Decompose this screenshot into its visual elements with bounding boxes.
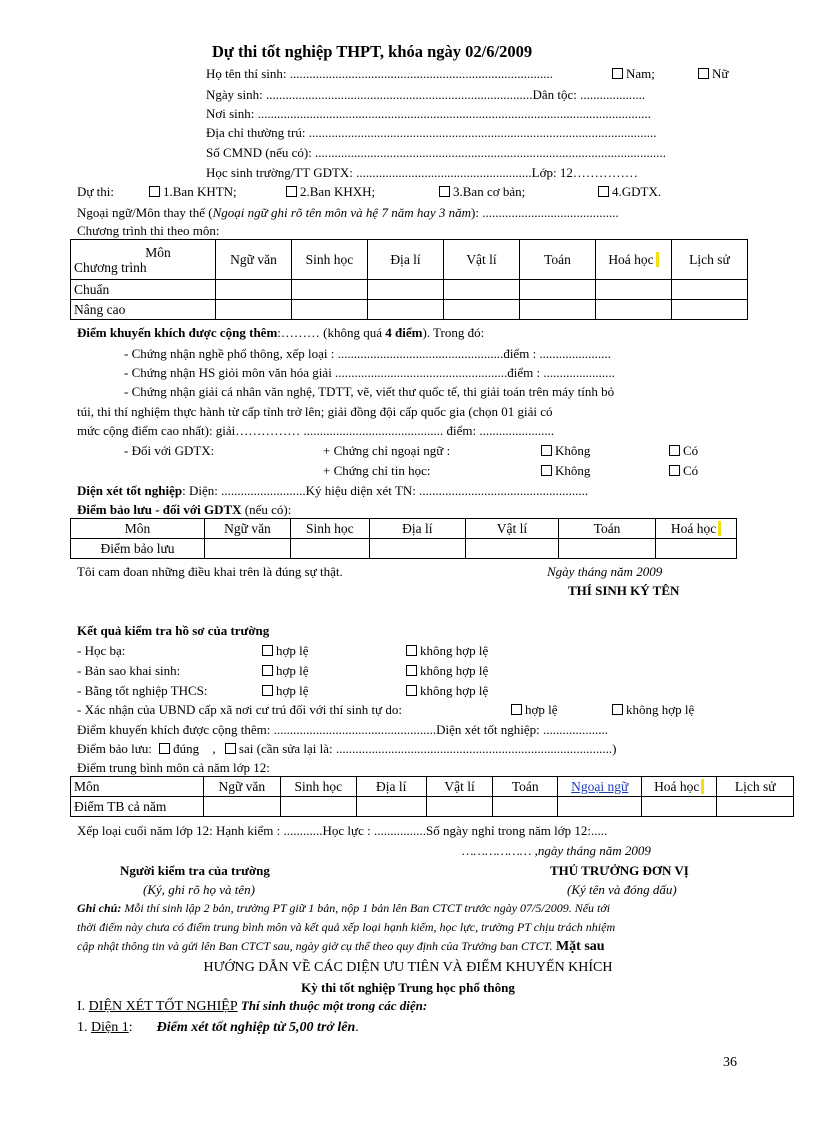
back-side-label: Mặt sau — [552, 939, 605, 954]
vocational-cert-field[interactable]: - Chứng nhận nghề phổ thông, xếp loại : ...................................................điểm : ...................... — [124, 346, 611, 361]
table-cell[interactable] — [596, 300, 672, 320]
it-cert-yes[interactable] — [669, 463, 698, 479]
table-header: Địa lí — [356, 777, 426, 797]
table-header — [656, 519, 737, 539]
note-line-2: thời điểm này chưa có điểm trung bình môn và kết quả xếp loại hạnh kiểm, học lực, trường PT chịu trách nhiệm — [77, 920, 616, 934]
language-cert-yes[interactable] — [669, 443, 698, 459]
language-cert-no[interactable] — [541, 443, 590, 459]
track-label: 3.Ban cơ bản; — [453, 184, 526, 199]
row-label-reserved: Điểm bảo lưu — [71, 539, 205, 559]
table-header: Sinh học — [281, 777, 356, 797]
table-cell[interactable] — [465, 539, 558, 559]
table-cell[interactable] — [717, 797, 794, 817]
bonus-heading-text: Điểm khuyến khích được cộng thêm — [77, 325, 278, 340]
checkbox-icon[interactable] — [225, 743, 236, 754]
bonus-verification-field[interactable]: Điểm khuyến khích được cộng thêm: ..................................................Diện xét tốt nghiệp: .................... — [77, 722, 608, 737]
table-cell[interactable] — [426, 797, 492, 817]
school-date: ……………… ,ngày tháng năm 2009 — [462, 843, 651, 858]
item-1-dot: . — [355, 1020, 359, 1035]
table-header — [642, 777, 717, 797]
bonus-heading-tail: :……… (không quá — [277, 325, 386, 340]
page-title: Dự thi tốt nghiệp THPT, khóa ngày 02/6/2009 — [212, 42, 533, 61]
valid-label: hợp lệ — [276, 683, 309, 698]
foreign-language-note: Ngoại ngữ ghi rõ tên môn và hệ 7 năm hay 3 năm — [212, 205, 471, 220]
reserved-score-table — [70, 518, 737, 559]
inspector-sub: (Ký, ghi rõ họ và tên) — [143, 882, 255, 897]
section-1-number: I. — [77, 999, 89, 1014]
birth-cert-invalid[interactable] — [406, 663, 488, 679]
checkbox-icon[interactable] — [262, 665, 273, 676]
bonus-heading-max: 4 điểm — [385, 325, 423, 340]
subject-header: Toán — [520, 240, 596, 280]
track-option-khxh[interactable] — [286, 184, 375, 200]
table-cell[interactable] — [368, 280, 444, 300]
table-cell[interactable] — [203, 797, 281, 817]
track-option-gdtx[interactable] — [598, 184, 661, 200]
head-of-unit-title: THỦ TRƯỞNG ĐƠN VỊ — [550, 863, 689, 878]
award-field[interactable]: mức cộng điểm cao nhất): giải…………… ........................................... điểm: ....................... — [77, 423, 555, 438]
table-cell[interactable] — [216, 300, 292, 320]
track-label: 4.GDTX. — [612, 184, 662, 199]
track-label: 2.Ban KHXH; — [300, 184, 376, 199]
graduation-category-blank: : Diện: ..........................Ký hiệu diện xét TN: .................................................... — [182, 483, 589, 498]
table-header: Vật lí — [465, 519, 558, 539]
reserved-heading-tail: (nếu có): — [241, 502, 292, 517]
inspector-title: Người kiểm tra của trường — [120, 863, 270, 878]
full-name-field[interactable]: Họ tên thí sinh: ................................................................................. — [206, 66, 554, 81]
table-cell[interactable] — [520, 280, 596, 300]
row-label-standard: Chuẩn — [71, 280, 216, 300]
table-cell[interactable] — [292, 280, 368, 300]
subject-header-text: Hoá học — [608, 252, 658, 267]
table-header — [558, 777, 642, 797]
table-cell[interactable] — [356, 797, 426, 817]
excellent-student-field[interactable]: - Chứng nhận HS giỏi môn văn hóa giải .....................................................điểm : ...................... — [124, 365, 615, 380]
reserved-verification-label: Điểm bảo lưu: — [77, 741, 152, 756]
thcs-diploma-label: - Bằng tốt nghiệp THCS: — [77, 683, 208, 698]
average-score-label: Điểm trung bình môn cả năm lớp 12: — [77, 760, 270, 775]
table-cell[interactable] — [281, 797, 356, 817]
female-label: Nữ — [712, 66, 729, 81]
invalid-label: không hợp lệ — [420, 643, 489, 658]
program-table — [70, 239, 748, 320]
table-header-text: Hoá học — [671, 521, 721, 536]
checkbox-icon[interactable] — [698, 68, 709, 79]
checkbox-icon[interactable] — [612, 704, 623, 715]
table-cell[interactable] — [493, 797, 558, 817]
table-cell[interactable] — [656, 539, 737, 559]
subject-header: Vật lí — [444, 240, 520, 280]
report-card-invalid[interactable] — [406, 643, 488, 659]
thcs-diploma-invalid[interactable] — [406, 683, 488, 699]
table-cell[interactable] — [672, 280, 748, 300]
yes-label: Có — [683, 443, 699, 458]
table-header-text: Hoá học — [654, 779, 704, 794]
it-cert-no[interactable] — [541, 463, 590, 479]
male-label: Nam; — [626, 66, 655, 81]
corner-subject: Môn — [145, 244, 171, 260]
gdtx-label: - Đối với GDTX: — [124, 443, 215, 458]
yes-label: Có — [683, 463, 699, 478]
declaration-date: Ngày tháng năm 2009 — [547, 564, 663, 579]
note-line-1 — [77, 901, 610, 916]
row-label-advanced: Nâng cao — [71, 300, 216, 320]
invalid-label: không hợp lệ — [626, 702, 695, 717]
commune-confirmation-invalid[interactable] — [612, 702, 694, 718]
table-cell[interactable] — [369, 539, 465, 559]
invalid-label: không hợp lệ — [420, 663, 489, 678]
table-header: Môn — [71, 519, 205, 539]
verification-heading: Kết quả kiểm tra hồ sơ của trường — [77, 623, 270, 638]
subject-header: Địa lí — [368, 240, 444, 280]
track-label: 1.Ban KHTN; — [163, 184, 237, 199]
award-line-2: túi, thi thí nghiệm thực hành từ cấp tỉnh trở lên; giải đồng đội cấp quốc gia (chọn 01 giải có — [77, 404, 553, 419]
commune-confirmation-label: - Xác nhận của UBND cấp xã nơi cư trú đối với thí sinh tự do: — [77, 702, 402, 717]
checkbox-icon[interactable] — [669, 445, 680, 456]
table-header: Môn — [71, 777, 204, 797]
item-1-text: Điểm xét tốt nghiệp từ 5,00 trở lên — [156, 1020, 356, 1035]
item-1-label: Diện 1 — [91, 1020, 129, 1035]
exam-track-label: Dự thi: — [77, 184, 115, 199]
track-option-khtn[interactable] — [149, 184, 237, 200]
table-header: Sinh học — [290, 519, 369, 539]
checkbox-icon[interactable] — [406, 645, 417, 656]
table-header-text: Ngoại ngữ — [571, 778, 629, 794]
id-card-field[interactable]: Số CMND (nếu có): ............................................................................................................ — [206, 145, 667, 160]
foreign-language-blank: ): .......................................... — [471, 205, 619, 220]
table-header: Toán — [558, 519, 655, 539]
note-line-3 — [77, 938, 605, 955]
table-cell[interactable] — [292, 300, 368, 320]
table-cell[interactable] — [444, 300, 520, 320]
report-card-label: - Học bạ: — [77, 643, 126, 658]
table-cell[interactable] — [444, 280, 520, 300]
incorrect-label: sai (cần sửa lại là: .....................................................................................) — [238, 741, 617, 756]
checkbox-icon[interactable] — [612, 68, 623, 79]
language-cert-label: + Chứng chỉ ngoại ngữ : — [323, 443, 451, 458]
table-header: Vật lí — [426, 777, 492, 797]
item-1-number: 1. — [77, 1020, 91, 1035]
reserved-score-heading — [77, 502, 291, 518]
checkbox-icon[interactable] — [406, 665, 417, 676]
declaration-text: Tôi cam đoan những điều khai trên là đúng sự thật. — [77, 564, 343, 579]
birth-cert-valid[interactable] — [262, 663, 309, 679]
bonus-points-heading — [77, 325, 484, 341]
thcs-diploma-valid[interactable] — [262, 683, 309, 699]
bonus-heading-end: ). Trong đó: — [422, 325, 485, 340]
checkbox-icon[interactable] — [262, 645, 273, 656]
commune-confirmation-valid[interactable] — [511, 702, 558, 718]
table-cell[interactable] — [672, 300, 748, 320]
address-field[interactable]: Địa chỉ thường trú: ........................................................................................................... — [206, 125, 657, 140]
note-label: Ghi chú: — [77, 901, 122, 915]
checkbox-icon[interactable] — [286, 186, 297, 197]
invalid-label: không hợp lệ — [420, 683, 489, 698]
table-cell[interactable] — [642, 797, 717, 817]
subject-header: Lịch sử — [672, 240, 748, 280]
section-1-heading — [77, 998, 427, 1015]
valid-label: hợp lệ — [276, 643, 309, 658]
head-of-unit-sub: (Ký tên và đóng dấu) — [567, 882, 677, 897]
page-number: 36 — [723, 1055, 737, 1070]
program-label: Chương trình thi theo môn: — [77, 223, 220, 238]
table-header: Ngữ văn — [203, 777, 281, 797]
graduation-category-field[interactable] — [77, 483, 588, 499]
guide-subtitle: Kỳ thi tốt nghiệp Trung học phổ thông — [301, 980, 515, 995]
table-corner — [71, 240, 216, 280]
checkbox-icon[interactable] — [541, 445, 552, 456]
note-text-3: cập nhật thông tin và gửi lên Ban CTCT sau, ngày giờ cụ thể theo quy định của Trưởng ban CTCT. — [77, 939, 553, 953]
checkbox-icon[interactable] — [149, 186, 160, 197]
corner-program: Chương trình — [74, 259, 147, 275]
table-cell[interactable] — [520, 300, 596, 320]
table-header: Địa lí — [369, 519, 465, 539]
table-cell[interactable] — [596, 280, 672, 300]
graduation-category-label: Diện xét tốt nghiệp — [77, 483, 183, 498]
checkbox-icon[interactable] — [439, 186, 450, 197]
gender-female-option[interactable] — [698, 66, 728, 82]
track-option-basic[interactable] — [439, 184, 525, 200]
correct-label: đúng — [173, 741, 200, 756]
section-1-title: DIỆN XÉT TỐT NGHIỆP — [88, 999, 238, 1014]
no-label: Không — [555, 463, 591, 478]
foreign-language-label: Ngoại ngữ/Môn thay thế ( — [77, 205, 213, 220]
foreign-language-field[interactable] — [77, 205, 619, 221]
table-cell[interactable] — [290, 539, 369, 559]
checkbox-icon[interactable] — [541, 465, 552, 476]
item-1 — [77, 1020, 359, 1036]
checkbox-icon[interactable] — [159, 743, 170, 754]
valid-label: hợp lệ — [276, 663, 309, 678]
subject-header: Sinh học — [292, 240, 368, 280]
note-text-1: Mỗi thí sinh lập 2 bản, trường PT giữ 1 bản, nộp 1 bản lên Ban CTCT trước ngày 07/5/2009. Nếu tới — [121, 901, 611, 915]
table-header: Lịch sử — [717, 777, 794, 797]
row-label-year-average: Điểm TB cả năm — [71, 797, 204, 817]
checkbox-icon[interactable] — [406, 685, 417, 696]
table-header: Ngữ văn — [205, 519, 291, 539]
guide-title: HƯỚNG DẪN VỀ CÁC DIỆN ƯU TIÊN VÀ ĐIỂM KHUYẾN KHÍCH — [203, 960, 613, 975]
no-label: Không — [555, 443, 591, 458]
birthplace-field[interactable]: Nơi sinh: ......................................................................................................................... — [206, 106, 651, 121]
it-cert-label: + Chứng chỉ tin học: — [323, 463, 431, 478]
table-cell[interactable] — [558, 797, 642, 817]
checkbox-icon[interactable] — [262, 685, 273, 696]
school-class-field[interactable]: Học sinh trường/TT GDTX: ......................................................Lớp: 12…………… — [206, 165, 638, 180]
table-cell[interactable] — [368, 300, 444, 320]
report-card-valid[interactable] — [262, 643, 309, 659]
checkbox-icon[interactable] — [511, 704, 522, 715]
gender-male-option[interactable] — [612, 66, 655, 82]
reserved-verification-field[interactable]: Điểm bảo lưu: đúng , sai (cần sửa lại là: .....................................................................................) — [77, 741, 617, 756]
year-end-ranking-field[interactable]: Xếp loại cuối năm lớp 12: Hạnh kiểm : ............Học lực : ................Số ngày nghỉ trong năm lớp 12:..... — [77, 823, 608, 838]
table-cell[interactable] — [205, 539, 291, 559]
birth-cert-label: - Bản sao khai sinh: — [77, 663, 181, 678]
checkbox-icon[interactable] — [598, 186, 609, 197]
section-1-tail: Thí sinh thuộc một trong các diện: — [237, 998, 428, 1013]
candidate-signature-label: THÍ SINH KÝ TÊN — [568, 583, 680, 598]
birthdate-ethnicity-field[interactable]: Ngày sinh: ..................................................................................Dân tộc: .................... — [206, 87, 646, 102]
subject-header — [596, 240, 672, 280]
subject-header: Ngữ văn — [216, 240, 292, 280]
checkbox-icon[interactable] — [669, 465, 680, 476]
reserved-heading-text: Điểm bảo lưu - đối với GDTX — [77, 502, 242, 517]
valid-label: hợp lệ — [525, 702, 558, 717]
table-header: Toán — [493, 777, 558, 797]
award-line-1: - Chứng nhận giải cá nhân văn nghệ, TDTT, vẽ, viết thư quốc tế, thi giải toán trên máy tính bỏ — [124, 384, 615, 399]
table-cell[interactable] — [216, 280, 292, 300]
table-cell[interactable] — [558, 539, 655, 559]
average-score-table — [70, 776, 794, 817]
item-1-colon: : — [128, 1020, 133, 1035]
